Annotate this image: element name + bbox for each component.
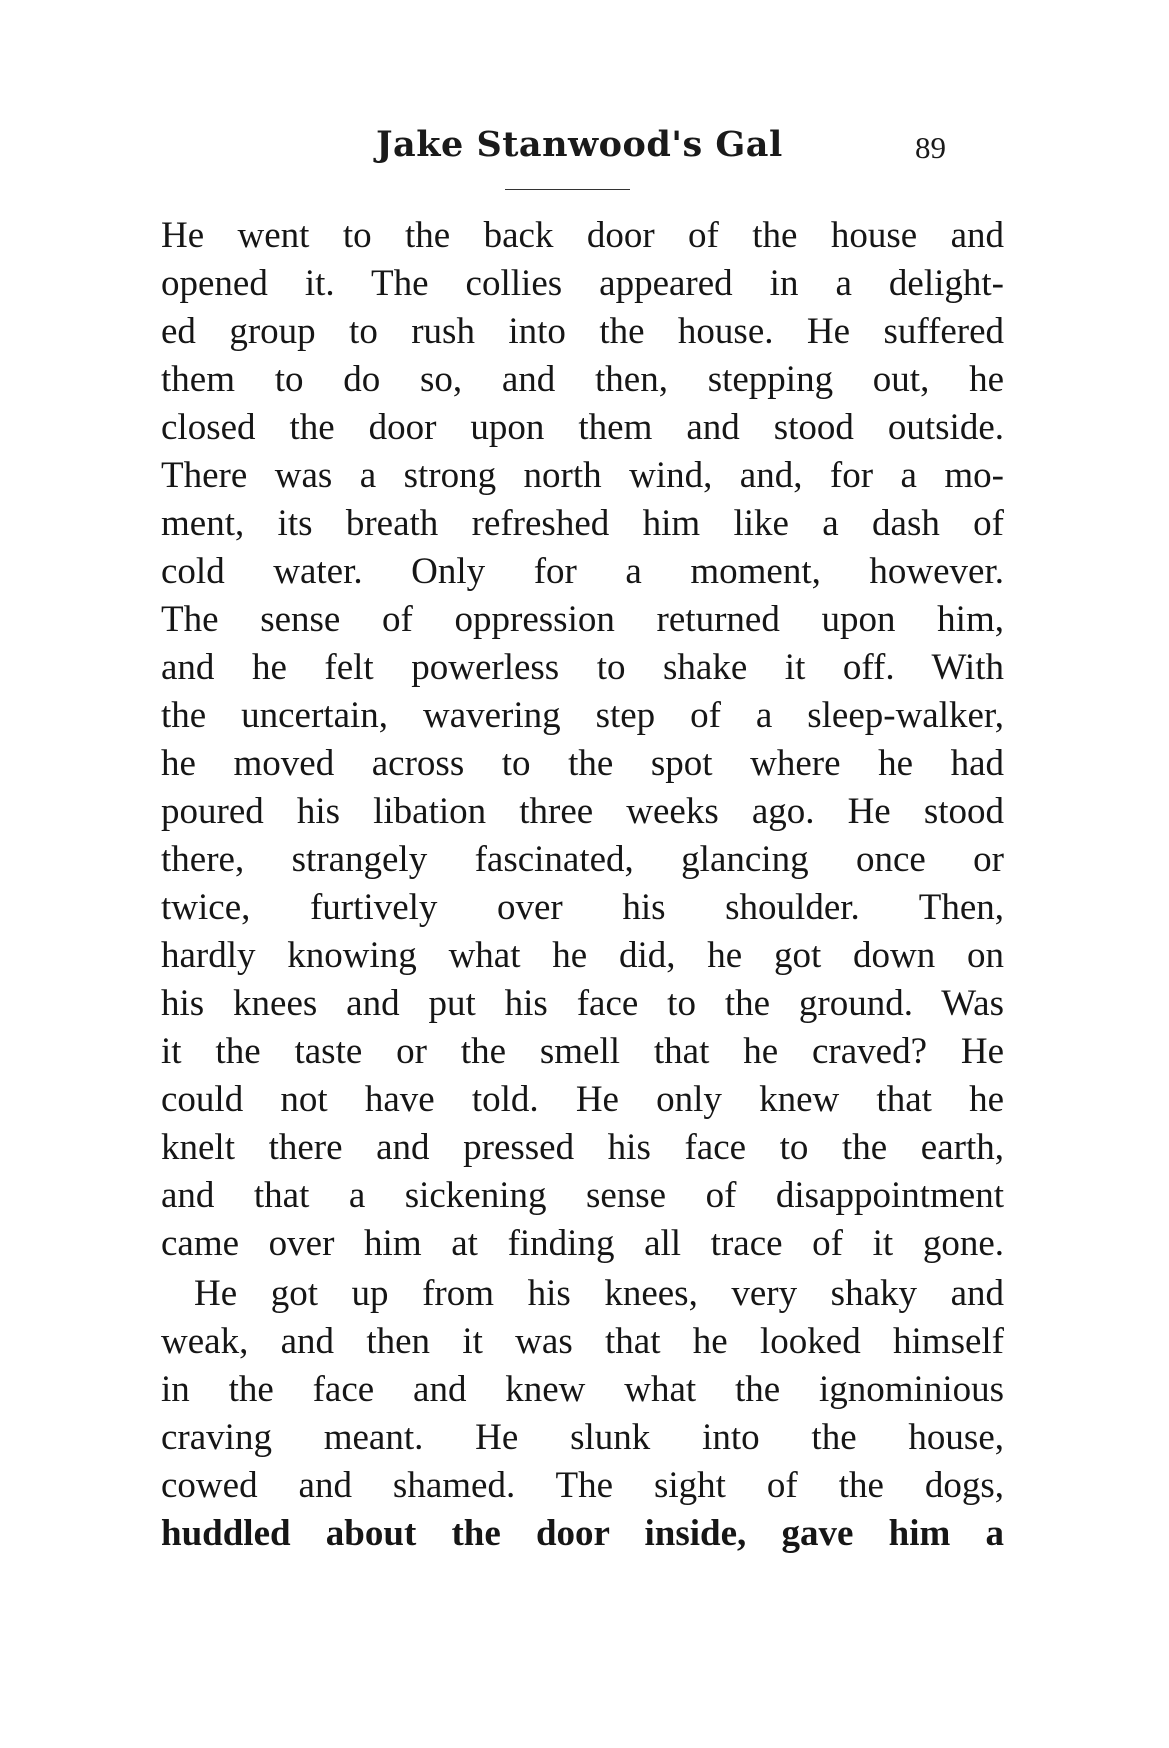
text-line: came over him at finding all trace of it gone. <box>161 1223 1004 1264</box>
paragraph-1 <box>161 212 1004 1268</box>
text-line: poured his libation three weeks ago. He stood <box>161 791 1004 832</box>
text-line: knelt there and pressed his face to the earth, <box>161 1127 1004 1168</box>
header-rule <box>505 189 630 190</box>
text-line: ment, its breath refreshed him like a dash of <box>161 503 1004 544</box>
text-line: in the face and knew what the ignominious <box>161 1369 1004 1410</box>
text-line: There was a strong north wind, and, for a mo- <box>161 455 1004 496</box>
body-text <box>161 212 1004 1558</box>
text-line: the uncertain, wavering step of a sleep-walker, <box>161 695 1004 736</box>
text-line: it the taste or the smell that he craved? He <box>161 1031 1004 1072</box>
text-line: hardly knowing what he did, he got down on <box>161 935 1004 976</box>
text-line: He went to the back door of the house and <box>161 215 1004 256</box>
text-line: cold water. Only for a moment, however. <box>161 551 1004 592</box>
text-line: weak, and then it was that he looked himself <box>161 1321 1004 1362</box>
text-line: huddled about the door inside, gave him a <box>161 1513 1004 1554</box>
text-line: could not have told. He only knew that he <box>161 1079 1004 1120</box>
text-line: and that a sickening sense of disappointment <box>161 1175 1004 1216</box>
text-line: twice, furtively over his shoulder. Then, <box>161 887 1004 928</box>
text-line: cowed and shamed. The sight of the dogs, <box>161 1465 1004 1506</box>
text-line: He got up from his knees, very shaky and <box>194 1273 1004 1314</box>
text-line: he moved across to the spot where he had <box>161 743 1004 784</box>
text-line: them to do so, and then, stepping out, he <box>161 359 1004 400</box>
text-line: ed group to rush into the house. He suffered <box>161 311 1004 352</box>
text-line: closed the door upon them and stood outside. <box>161 407 1004 448</box>
text-line: and he felt powerless to shake it off. With <box>161 647 1004 688</box>
page-number: 89 <box>915 130 946 165</box>
paragraph-2 <box>161 1270 1004 1558</box>
text-line: opened it. The collies appeared in a delight- <box>161 263 1004 304</box>
text-line: The sense of oppression returned upon him, <box>161 599 1004 640</box>
running-head: Jake Stanwood's Gal <box>376 124 783 165</box>
text-line: craving meant. He slunk into the house, <box>161 1417 1004 1458</box>
text-line: his knees and put his face to the ground. Was <box>161 983 1004 1024</box>
text-line: there, strangely fascinated, glancing once or <box>161 839 1004 880</box>
